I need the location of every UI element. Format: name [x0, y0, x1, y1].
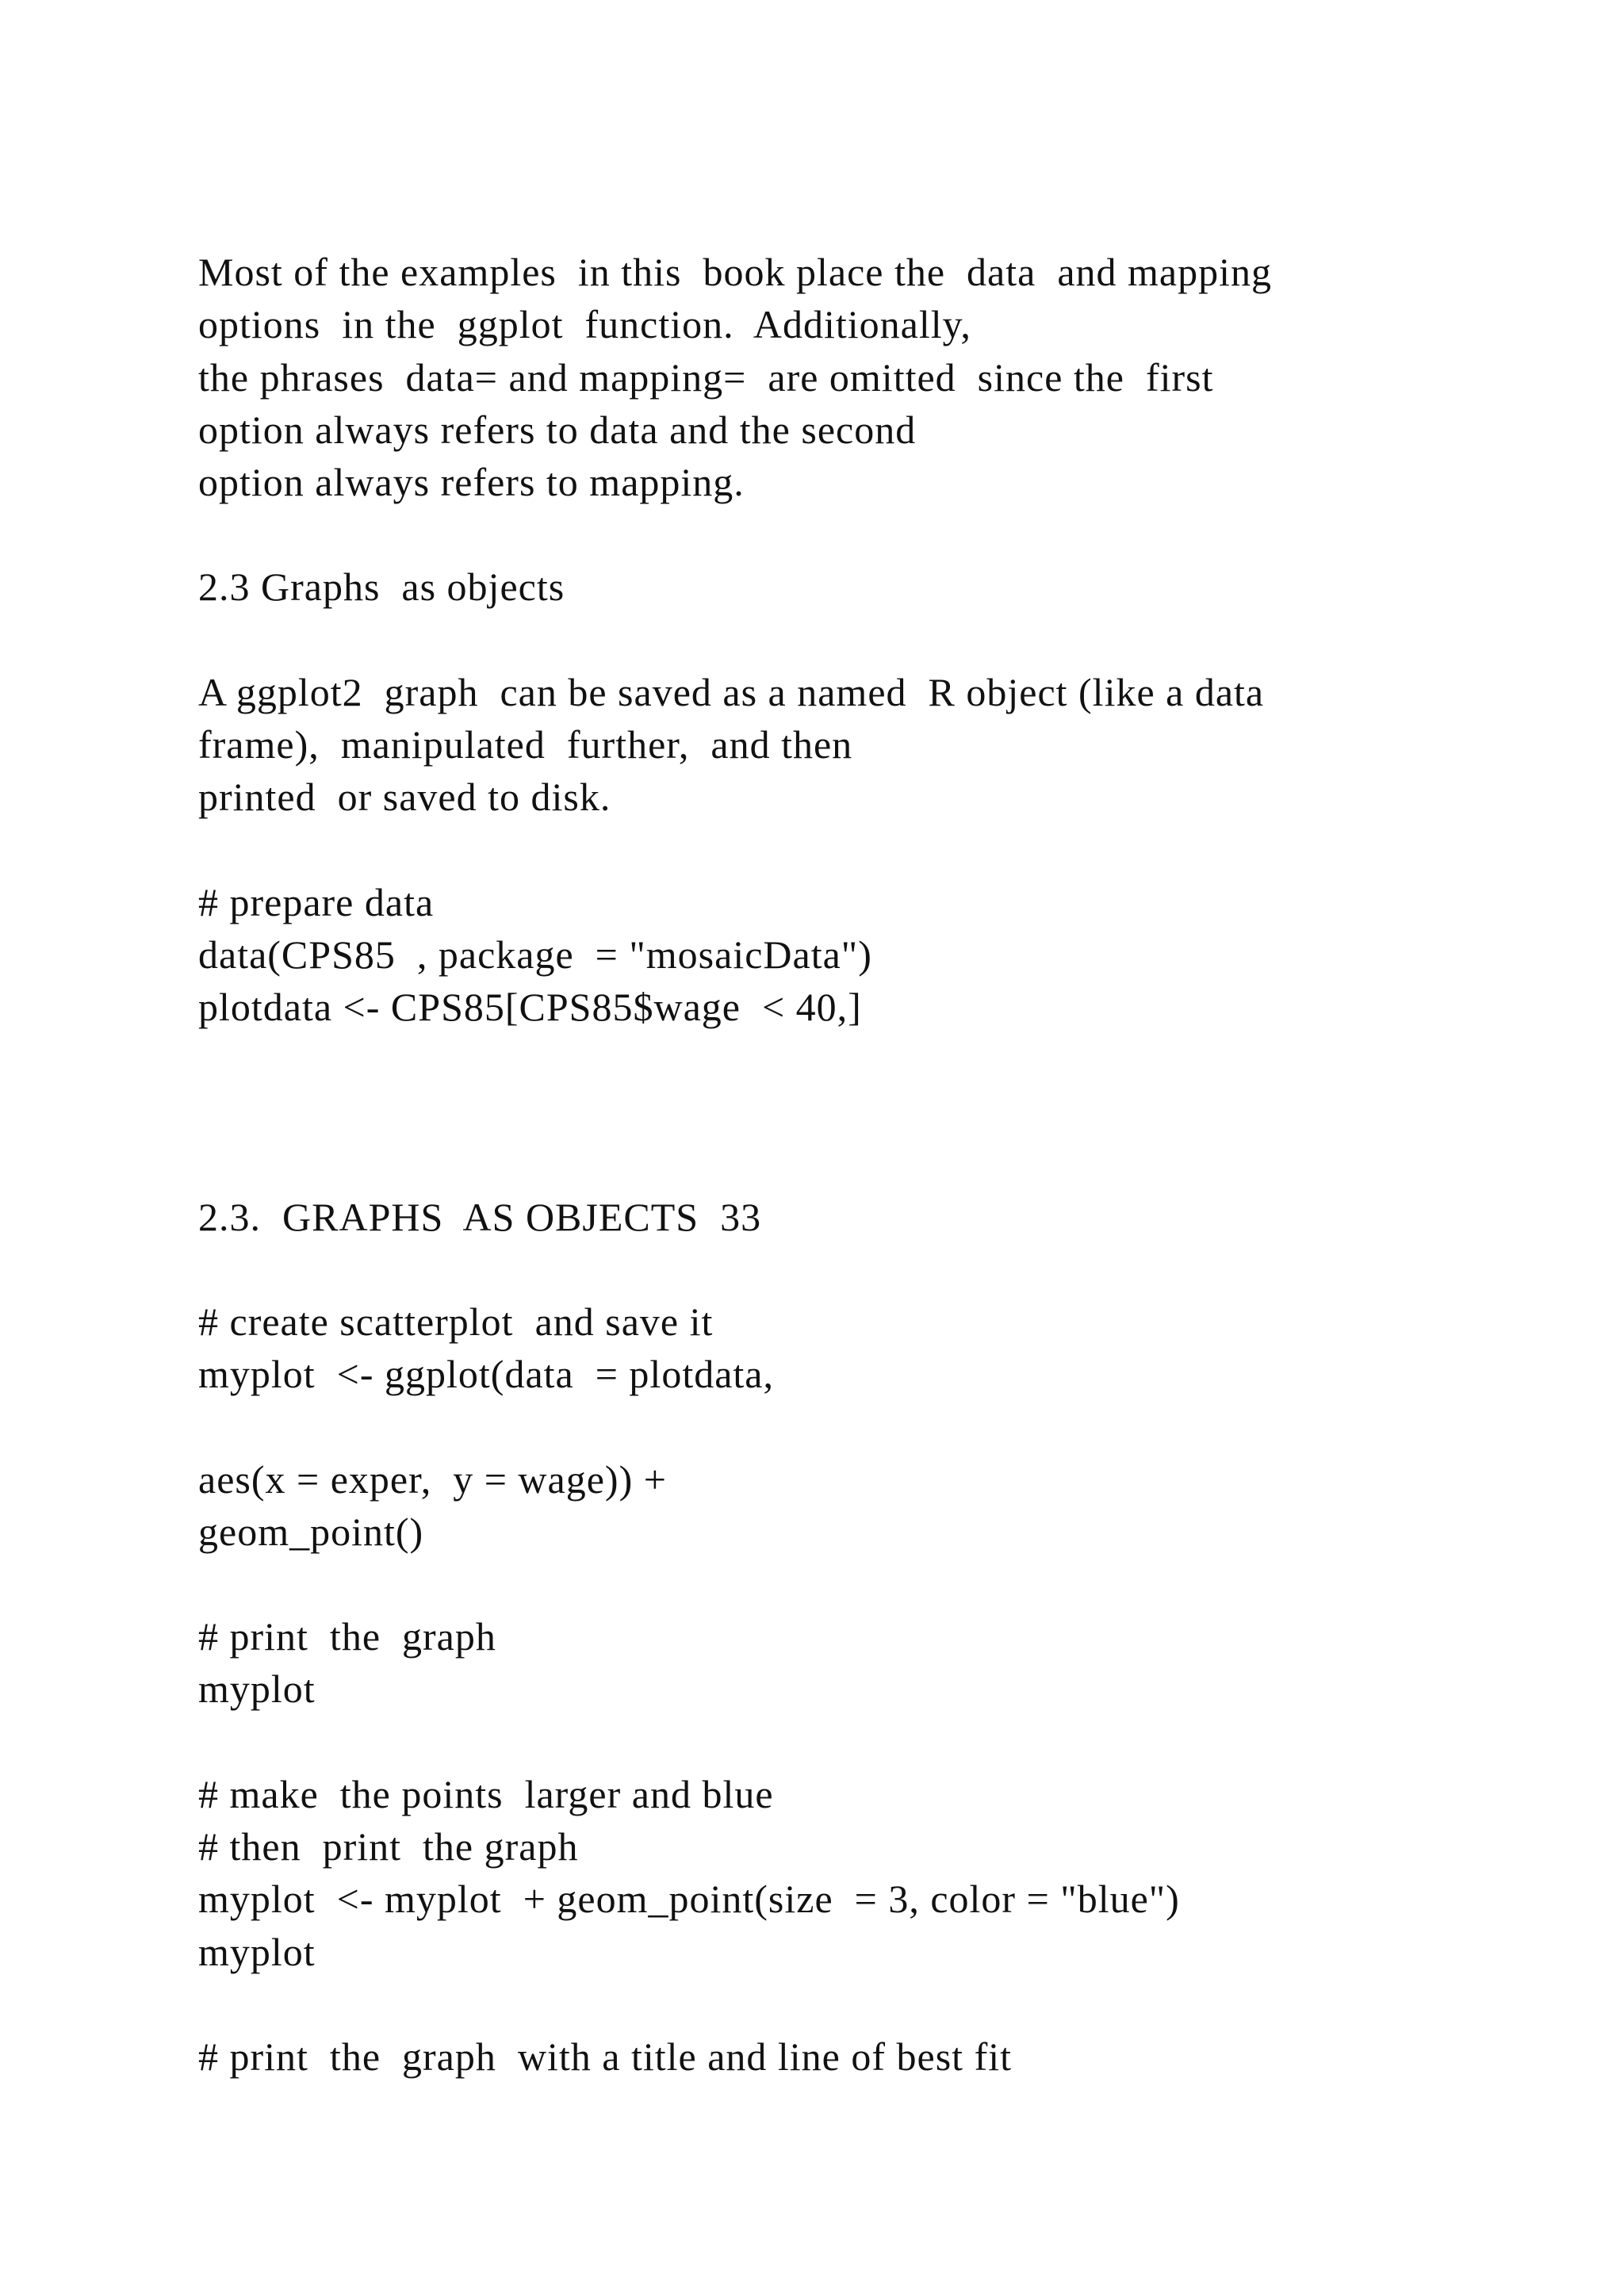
- code-line: # prepare data: [198, 880, 435, 924]
- paragraph-line: options in the ggplot function. Additionally,: [198, 302, 971, 346]
- code-line: # create scatterplot and save it: [198, 1299, 714, 1344]
- code-line: # print the graph with a title and line of best fit: [198, 2034, 1012, 2079]
- paragraph-line: option always refers to mapping.: [198, 460, 745, 504]
- code-line: aes(x = exper, y = wage)) +: [198, 1457, 667, 1502]
- running-header: 2.3. GRAPHS AS OBJECTS 33: [198, 1195, 762, 1239]
- code-line: myplot: [198, 1930, 316, 1974]
- code-line: plotdata <- CPS85[CPS85$wage < 40,]: [198, 985, 862, 1029]
- code-line: data(CPS85 , package = "mosaicData"): [198, 932, 872, 977]
- code-line: myplot: [198, 1667, 316, 1711]
- code-line: myplot <- ggplot(data = plotdata,: [198, 1352, 774, 1396]
- code-line: # then print the graph: [198, 1824, 579, 1869]
- paragraph-line: printed or saved to disk.: [198, 775, 611, 819]
- code-line: # make the points larger and blue: [198, 1772, 774, 1816]
- paragraph-line: Most of the examples in this book place the data and mapping: [198, 250, 1272, 294]
- paragraph-line: A ggplot2 graph can be saved as a named R object (like a data: [198, 670, 1265, 714]
- paragraph-line: the phrases data= and mapping= are omitted since the first: [198, 355, 1214, 400]
- code-line: geom_point(): [198, 1510, 424, 1554]
- paragraph-line: option always refers to data and the second: [198, 408, 917, 452]
- section-heading: 2.3 Graphs as objects: [198, 564, 565, 609]
- code-line: myplot <- myplot + geom_point(size = 3, color = "blue"): [198, 1877, 1180, 1921]
- paragraph-line: frame), manipulated further, and then: [198, 722, 853, 767]
- code-line: # print the graph: [198, 1614, 496, 1659]
